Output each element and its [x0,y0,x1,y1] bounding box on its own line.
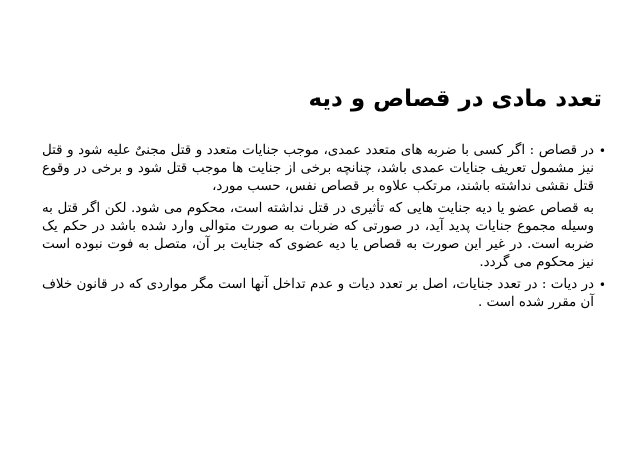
paragraph-qisas [42,142,606,196]
paragraph-diyat-text: در دیات : در تعدد جنایات، اصل بر تعدد دیات و عدم تداخل آنها است مگر مواردی که در قانون خلاف آن مقرر شده است . [42,277,594,310]
slide-title: تعدد مادی در قصاص و دیه [308,86,602,112]
bullet-icon: • [598,278,606,292]
slide-body [42,142,606,312]
paragraph-qisas-continued-text: به قصاص عضو یا دیه جنایت هایی که تأثیری در قتل نداشته است، محکوم می شود. لکن اگر قتل به وسیله مجموع جنایات پدید آید، در صورتی که ضربات به صورت متوالی وارد شده باشد در حکم یک ضربه است. در غیر این صورت به قصاص یا دیه عضوی که جنایت بر آن، متصل به فوت نبوده است نیز محکوم می گردد. [42,201,594,270]
paragraph-qisas-continued [42,200,594,272]
paragraph-diyat [42,276,606,312]
paragraph-qisas-text: در قصاص : اگر کسی با ضربه های متعدد عمدی، موجب جنایات متعدد و قتل مجنیٌ علیه شود و قتل نیز مشمول تعریف جنایات عمدی باشد، چنانچه برخی از جنایت ها موجب قتل شود و برخی در وقوع قتل نقشی نداشته باشند، مرتکب علاوه بر قصاص نفس، حسب مورد، [42,143,594,194]
bullet-icon: • [598,144,606,158]
